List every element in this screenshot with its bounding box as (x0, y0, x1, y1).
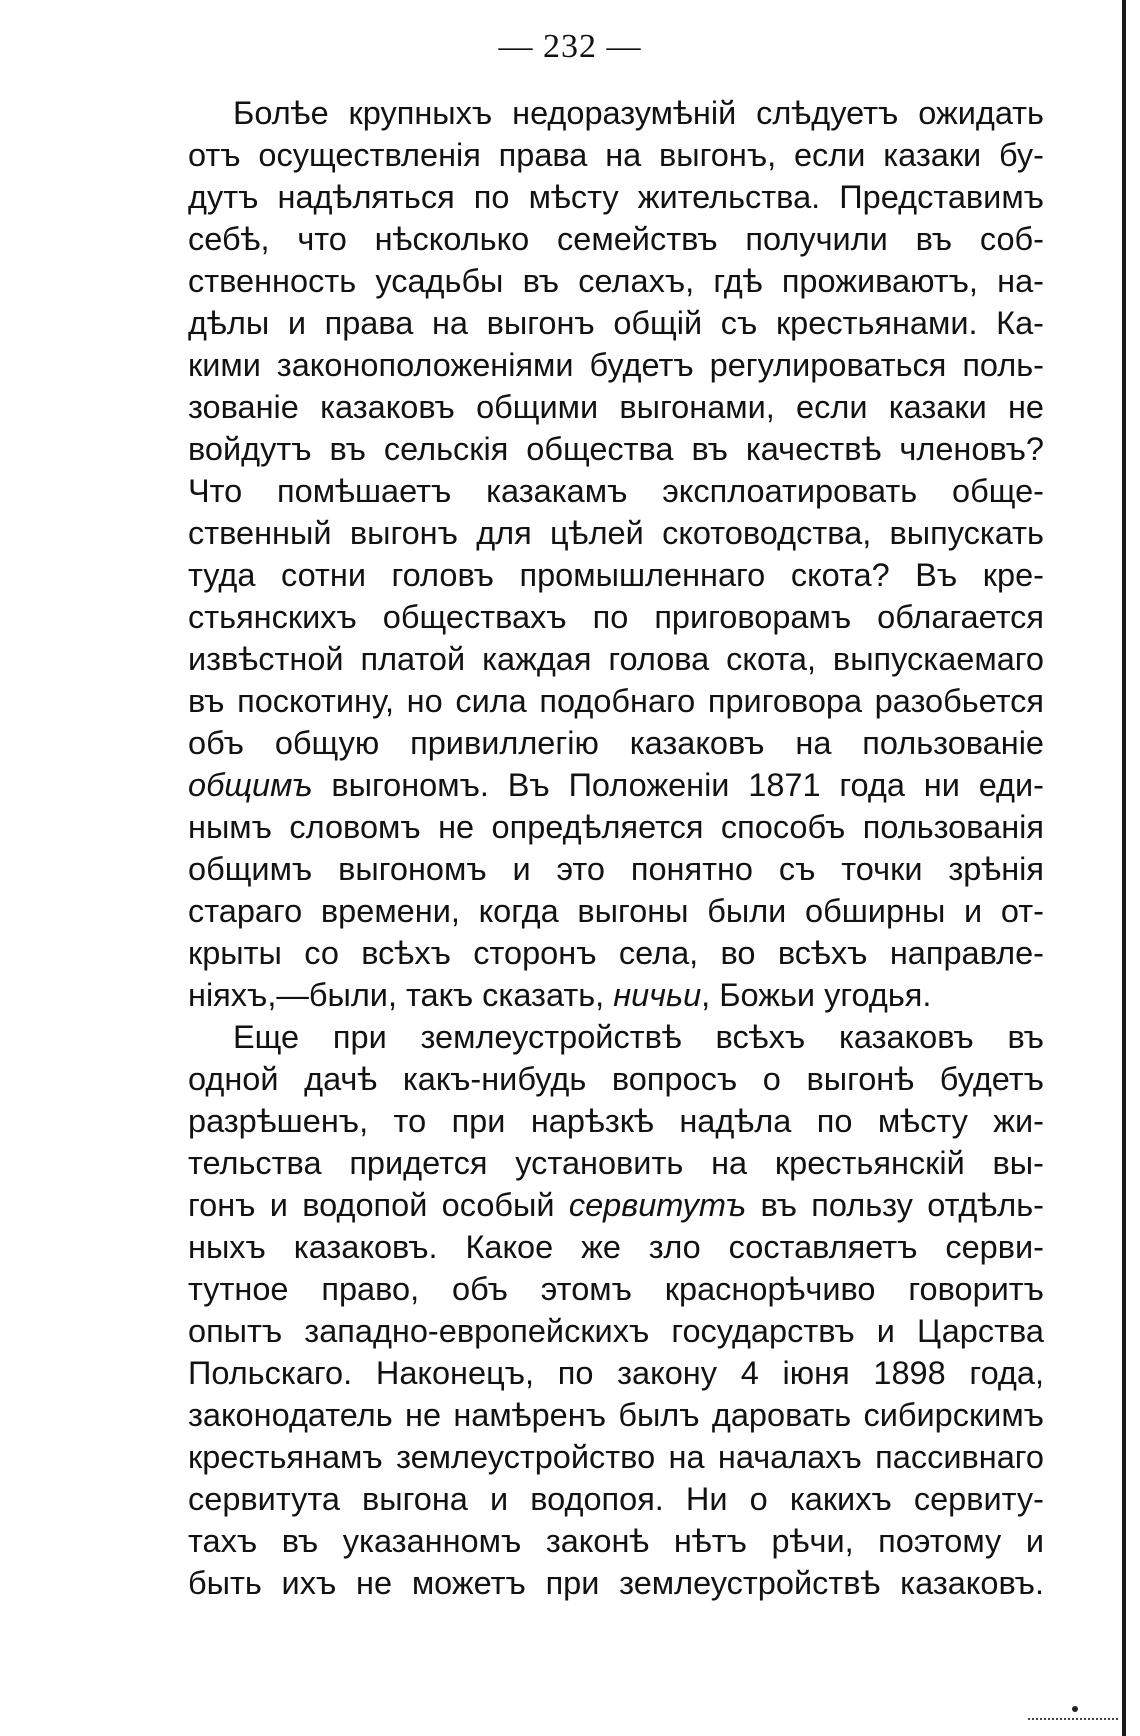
text-segment: ственный выгонъ для цѣлей скотоводства, выпускать (188, 515, 1044, 551)
text-segment: стараго времени, когда выгоны были обширны и от- (188, 893, 1044, 929)
text-line (188, 1226, 1044, 1268)
text-line (188, 1394, 1044, 1436)
text-segment: въ пользу отдѣль- (746, 1187, 1044, 1223)
text-line (188, 176, 1044, 218)
text-segment: туда сотни головъ промышленнаго скота? Въ кре- (188, 557, 1044, 593)
text-segment: въ поскотину, но сила подобнаго приговора разобьется (188, 683, 1044, 719)
text-segment: выгономъ. Въ Положеніи 1871 года ни еди- (312, 767, 1044, 803)
text-segment: одной дачѣ какъ-нибудь вопросъ о выгонѣ будетъ (188, 1061, 1044, 1097)
text-segment: объ общую привиллегію казаковъ на пользованіе (188, 725, 1044, 761)
text-segment: тахъ въ указанномъ законѣ нѣтъ рѣчи, поэтому и (188, 1523, 1044, 1559)
text-line (188, 428, 1044, 470)
print-mark-dotted-line (1028, 1718, 1118, 1722)
text-line (188, 596, 1044, 638)
text-line (188, 1478, 1044, 1520)
paragraph (188, 1016, 1044, 1604)
text-line (188, 554, 1044, 596)
text-segment: зованіе казаковъ общими выгонами, если казаки не (188, 389, 1044, 425)
text-segment: опытъ западно-европейскихъ государствъ и Царства (188, 1313, 1044, 1349)
text-line (188, 680, 1044, 722)
text-segment: войдутъ въ сельскія общества въ качествѣ членовъ? (188, 431, 1044, 467)
text-line (188, 1436, 1044, 1478)
text-segment: крыты со всѣхъ сторонъ села, во всѣхъ направле- (188, 935, 1044, 971)
text-line (188, 1184, 1044, 1226)
text-line (188, 890, 1044, 932)
text-line (188, 1268, 1044, 1310)
text-segment: законодатель не намѣренъ былъ даровать сибирскимъ (188, 1397, 1044, 1433)
text-segment: ственность усадьбы въ селахъ, гдѣ проживаютъ, на- (188, 263, 1044, 299)
text-line (188, 1058, 1044, 1100)
italic-text-segment: сервитутъ (568, 1187, 747, 1223)
text-segment: ніяхъ,—были, такъ сказать, (188, 977, 614, 1013)
text-segment: Польскаго. Наконецъ, по закону 4 іюня 1898 года, (188, 1355, 1044, 1391)
body-text (188, 92, 1044, 1604)
text-line (188, 1016, 1044, 1058)
text-segment: дѣлы и права на выгонъ общій съ крестьянами. Ка- (188, 305, 1044, 341)
text-line (188, 260, 1044, 302)
text-segment: , Божьи угодья. (701, 977, 932, 1013)
text-segment: отъ осуществленія права на выгонъ, если казаки бу- (188, 137, 1044, 173)
text-line (188, 92, 1044, 134)
text-segment: Еще при землеустройствѣ всѣхъ казаковъ въ (233, 1019, 1044, 1055)
text-line (188, 1352, 1044, 1394)
text-segment: извѣстной платой каждая голова скота, выпускаемаго (188, 641, 1044, 677)
text-line (188, 1142, 1044, 1184)
text-line (188, 1100, 1044, 1142)
text-line (188, 764, 1044, 806)
text-line (188, 848, 1044, 890)
text-line (188, 1310, 1044, 1352)
text-line (188, 218, 1044, 260)
text-line (188, 1562, 1044, 1604)
text-segment: разрѣшенъ, то при нарѣзкѣ надѣла по мѣсту жи- (188, 1103, 1044, 1139)
text-segment: Что помѣшаетъ казакамъ эксплоатировать обще- (188, 473, 1044, 509)
text-line (188, 932, 1044, 974)
text-segment: тельства придется установить на крестьянскій вы- (188, 1145, 1044, 1181)
text-line (188, 344, 1044, 386)
italic-text-segment: ничьи (613, 977, 702, 1013)
text-segment: ныхъ казаковъ. Какое же зло составляетъ серви- (188, 1229, 1044, 1265)
text-segment: тутное право, объ этомъ краснорѣчиво говоритъ (188, 1271, 1044, 1307)
text-segment: гонъ и водопой особый (188, 1187, 569, 1223)
text-segment: сервитута выгона и водопоя. Ни о какихъ сервиту- (188, 1481, 1044, 1517)
page-number: — 232 — (498, 28, 642, 65)
text-line (188, 638, 1044, 680)
text-line (188, 134, 1044, 176)
print-mark-dot (1072, 1706, 1078, 1712)
text-line (188, 974, 1044, 1016)
text-line (188, 806, 1044, 848)
text-line (188, 302, 1044, 344)
page-edge-border (1122, 0, 1126, 1736)
italic-text-segment: общимъ (188, 767, 313, 803)
text-line (188, 1520, 1044, 1562)
text-line (188, 722, 1044, 764)
text-segment: кими законоположеніями будетъ регулироваться поль- (188, 347, 1044, 383)
paragraph (188, 92, 1044, 1016)
text-segment: дутъ надѣляться по мѣсту жительства. Представимъ (188, 179, 1044, 215)
text-segment: общимъ выгономъ и это понятно съ точки зрѣнія (188, 851, 1044, 887)
text-segment: Болѣе крупныхъ недоразумѣній слѣдуетъ ожидать (233, 95, 1044, 131)
text-segment: крестьянамъ землеустройство на началахъ пассивнаго (188, 1439, 1044, 1475)
text-segment: себѣ, что нѣсколько семействъ получили въ соб- (188, 221, 1044, 257)
text-line (188, 470, 1044, 512)
text-line (188, 386, 1044, 428)
text-segment: нымъ словомъ не опредѣляется способъ пользованія (188, 809, 1044, 845)
text-segment: быть ихъ не можетъ при землеустройствѣ казаковъ. (188, 1565, 1044, 1601)
text-line (188, 512, 1044, 554)
text-segment: стьянскихъ обществахъ по приговорамъ облагается (188, 599, 1044, 635)
